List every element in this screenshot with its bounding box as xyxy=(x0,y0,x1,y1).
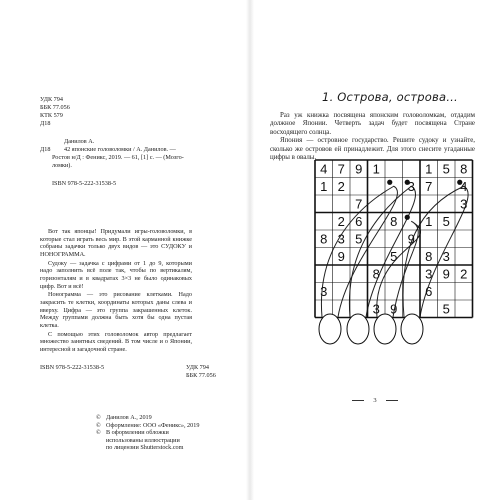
sudoku-digit: 4 xyxy=(320,161,328,177)
sudoku-digit: 1 xyxy=(320,178,328,194)
sudoku-digit: 3 xyxy=(442,248,450,264)
abstract-paragraph: Вот так японцы! Придумали игры-головоломки, в которые стал играть весь мир. В этой карманной книжке собраны задачки только двух видов — это СУДОКУ и НОНОГРАММА. xyxy=(40,228,192,258)
sudoku-digit: 5 xyxy=(442,301,450,317)
sudoku-digit: 3 xyxy=(425,266,433,282)
sudoku-digit: 8 xyxy=(425,248,433,264)
sudoku-digit: 5 xyxy=(390,248,398,264)
udk-code: УДК 794 xyxy=(40,96,63,103)
sudoku-digit: 6 xyxy=(355,213,363,229)
sudoku-digit: 8 xyxy=(372,266,380,282)
sudoku-digit: 9 xyxy=(355,161,363,177)
isbn-bottom: ISBN 978-5-222-31538-5 xyxy=(40,364,105,371)
sudoku-digit: 2 xyxy=(337,178,345,194)
sudoku-numbers xyxy=(320,161,467,316)
sudoku-digit: 2 xyxy=(337,213,345,229)
sudoku-digit: 1 xyxy=(425,161,433,177)
sudoku-digit: 9 xyxy=(337,248,345,264)
sudoku-digit: 7 xyxy=(425,178,433,194)
author-name: Данилов А. xyxy=(64,138,95,145)
sudoku-digit: 9 xyxy=(407,231,415,247)
answer-oval[interactable] xyxy=(374,314,396,344)
author-sign: Д18 xyxy=(40,120,51,127)
udk-code-right: УДК 794 xyxy=(186,364,209,371)
sudoku-digit: 5 xyxy=(355,231,363,247)
book-title-line-3: ломки). xyxy=(52,162,72,169)
abstract-paragraph: С помощью этих головоломок автор предлагает множество занятных сведений. В том числе и о Японии, интересной и загадочной стране. xyxy=(40,330,192,353)
answer-ovals[interactable] xyxy=(319,314,423,344)
sudoku-digit: 9 xyxy=(442,266,450,282)
page-number-dash-right xyxy=(386,400,398,401)
sudoku-digit: 8 xyxy=(460,161,468,177)
sudoku-digit: 3 xyxy=(372,301,380,317)
abstract-paragraph: Судоку — задачка с цифрами от 1 до 9, которыми надо заполнить всё поле так, чтобы по вертикалям, горизонталям и в квадратах 3×3 не было одинаковых цифр. Вот и всё! xyxy=(40,259,192,290)
copyright-line: © Оформление: ООО «Феникс», 2019 xyxy=(96,421,200,429)
book-title-line-1: 42 японские головоломки / А. Данилов. — xyxy=(64,146,176,153)
sudoku-digit: 4 xyxy=(460,178,468,194)
sudoku-digit: 8 xyxy=(320,231,328,247)
page-number: 3 xyxy=(373,397,377,404)
copyright-line: по лицензии Shutterstock.com xyxy=(106,444,184,452)
sudoku-digit: 5 xyxy=(442,161,450,177)
isbn-top: ISBN 978-5-222-31538-5 xyxy=(52,180,117,187)
copyright-line: © В оформлении обложки xyxy=(96,429,169,437)
sudoku-digit: 7 xyxy=(337,161,345,177)
sudoku-digit: 9 xyxy=(390,301,398,317)
bbk-code-right: ББК 77.056 xyxy=(186,372,216,379)
abstract-paragraph: Нонограмма — это рисование клетками. Надо закрасить те клетки, координаты которых даны слева и вверху. Цифра — это группа закрашенных клеток. Между группами должна быть хотя бы одна пустая клетка. xyxy=(40,291,192,329)
answer-oval[interactable] xyxy=(401,314,423,344)
sudoku-digit: 7 xyxy=(355,196,363,212)
sudoku-digit: 3 xyxy=(337,231,345,247)
bbk-code: ББК 77.056 xyxy=(40,104,70,111)
intro-paragraph: Раз уж книжка посвящена японским головоломкам, отдадим должное Японии. Четверть задач будет посвящена Стране восходящего солнца. xyxy=(270,112,475,136)
answer-oval[interactable] xyxy=(347,314,369,344)
answer-oval[interactable] xyxy=(319,314,341,344)
chapter-title: 1. Острова, острова… xyxy=(322,90,458,104)
island-marker-dot xyxy=(405,215,410,220)
author-sign-2: Д18 xyxy=(40,146,51,153)
sudoku-digit: 3 xyxy=(460,196,468,212)
intro-paragraph: Япония — островное государство. Решите судоку и узнайте, сколько же островов ей принадлежит. Для этого снесите угаданные цифры в овалы. xyxy=(270,137,475,162)
copyright-line: © Данилов А., 2019 xyxy=(96,414,152,421)
ktk-code: КТК 579 xyxy=(40,112,63,119)
copyright-line: использованы иллюстрации xyxy=(106,436,180,444)
book-title-line-2: Ростов н/Д : Феникс, 2019. — 61, [1] с. — (Мозго- xyxy=(52,154,184,161)
sudoku-digit: 2 xyxy=(460,266,468,282)
sudoku-digit: 3 xyxy=(320,283,328,299)
sudoku-digit: 3 xyxy=(407,178,415,194)
sudoku-digit: 5 xyxy=(442,213,450,229)
sudoku-digit: 6 xyxy=(425,283,433,299)
sudoku-digit: 8 xyxy=(390,213,398,229)
island-marker-dot xyxy=(387,180,392,185)
sudoku-digit: 1 xyxy=(372,161,380,177)
sudoku-digit: 1 xyxy=(425,213,433,229)
